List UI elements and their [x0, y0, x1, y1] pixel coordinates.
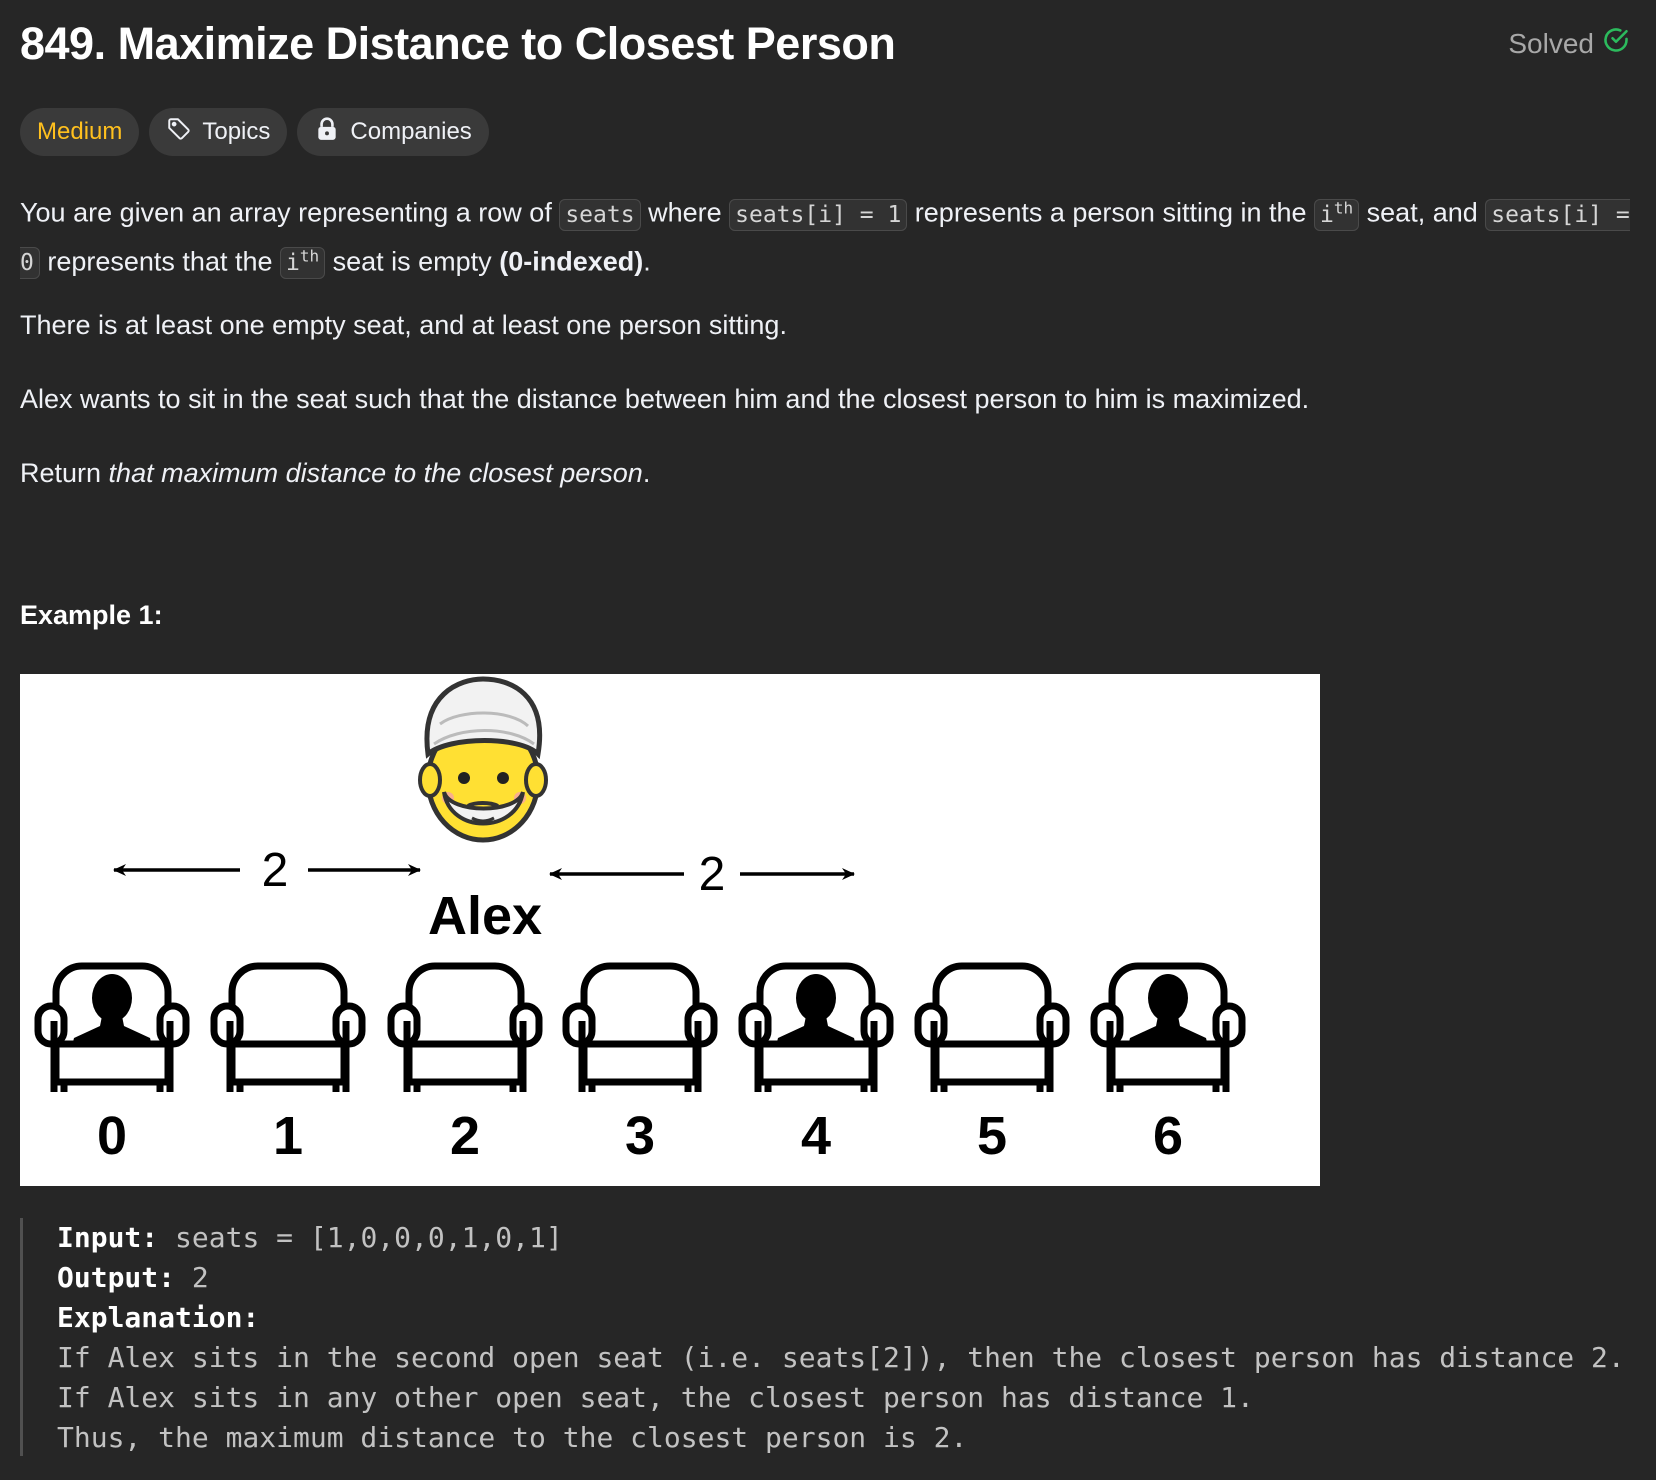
difficulty-badge[interactable]	[20, 108, 139, 156]
left-distance-label: 2	[261, 844, 289, 897]
example-title: Example 1:	[20, 600, 163, 630]
problem-title[interactable]: 849. Maximize Distance to Closest Person	[20, 18, 896, 69]
text: .	[643, 246, 651, 277]
title-row	[20, 0, 1636, 90]
seat-index-label: 4	[800, 1106, 832, 1166]
input-label: Input:	[57, 1221, 159, 1254]
text: Return	[20, 458, 109, 488]
superscript: th	[299, 246, 320, 266]
empty-seat	[214, 966, 362, 1092]
italic-text: that maximum distance to the closest person	[108, 458, 643, 488]
seat-index-label: 5	[976, 1106, 1008, 1166]
occupied-seat	[742, 966, 890, 1092]
text: seat, and	[1359, 197, 1486, 228]
lock-icon	[314, 116, 340, 149]
seat-index-label: 1	[272, 1106, 304, 1166]
inline-code	[1314, 199, 1359, 231]
text: .	[642, 458, 651, 488]
topics-label: Topics	[202, 118, 271, 145]
tag-row	[20, 108, 489, 156]
description-paragraph-2: There is at least one empty seat, and at least one person sitting.	[20, 310, 787, 340]
occupied-seat	[1094, 966, 1242, 1092]
chair-icon	[566, 966, 714, 1092]
text: seat is empty	[325, 246, 500, 277]
problem-description	[20, 0, 1636, 1454]
text: You are given an array representing a row of	[20, 197, 560, 228]
output-label: Output:	[57, 1261, 176, 1294]
chair-icon	[391, 966, 539, 1092]
tag-icon	[166, 116, 192, 149]
inline-code: seats	[559, 199, 640, 231]
description-paragraph-3: Alex wants to sit in the seat such that the distance between him and the closest person to him is maximized.	[20, 384, 1310, 414]
text: where	[640, 197, 730, 228]
alex-face-icon	[420, 679, 546, 840]
seat-index-label: 3	[624, 1106, 656, 1166]
solved-label: Solved	[1508, 27, 1594, 59]
description-paragraph-4	[20, 452, 1636, 494]
inline-code: seats[i] = 1	[729, 199, 907, 231]
output-value: 2	[175, 1261, 209, 1294]
seat-diagram	[20, 674, 1320, 1186]
empty-seat	[566, 966, 714, 1092]
occupied-seat	[38, 966, 186, 1092]
code-text: i	[286, 250, 300, 277]
superscript: th	[1333, 198, 1354, 217]
topics-button[interactable]	[149, 108, 287, 156]
code-text: i	[1320, 201, 1334, 228]
chair-icon	[214, 966, 362, 1092]
check-circle-icon	[1602, 26, 1630, 61]
description-paragraph-1	[20, 187, 1636, 284]
example-figure	[20, 674, 1320, 1186]
explanation-line: If Alex sits in the second open seat (i.e. seats[2]), then the closest person has distance 2.	[57, 1341, 1625, 1374]
inline-code	[280, 247, 325, 279]
explanation-line: If Alex sits in any other open seat, the closest person has distance 1.	[57, 1381, 1254, 1414]
empty-seat	[918, 966, 1066, 1092]
example-code-block	[20, 1218, 1639, 1456]
seat-index-label: 6	[1152, 1106, 1184, 1166]
text: represents that the	[39, 246, 280, 277]
companies-button[interactable]	[297, 108, 488, 156]
companies-label: Companies	[350, 118, 472, 145]
solved-status	[1508, 26, 1630, 61]
chairs-row	[38, 966, 1242, 1166]
seat-index-label: 0	[96, 1106, 128, 1166]
input-value: seats = [1,0,0,0,1,0,1]	[158, 1221, 563, 1254]
chair-icon	[918, 966, 1066, 1092]
right-distance-label: 2	[698, 848, 726, 901]
seat-index-label: 2	[449, 1106, 481, 1166]
bold-text: (0-indexed)	[499, 246, 644, 277]
example-text	[23, 1218, 1639, 1458]
alex-label: Alex	[427, 886, 543, 946]
inline-code: seats[i] = 0	[20, 199, 1630, 280]
difficulty-label: Medium	[37, 118, 123, 145]
text: represents a person sitting in the	[907, 197, 1315, 228]
empty-seat	[391, 966, 539, 1092]
explanation-line: Thus, the maximum distance to the closest person is 2.	[57, 1421, 968, 1454]
explanation-label: Explanation:	[57, 1301, 260, 1334]
